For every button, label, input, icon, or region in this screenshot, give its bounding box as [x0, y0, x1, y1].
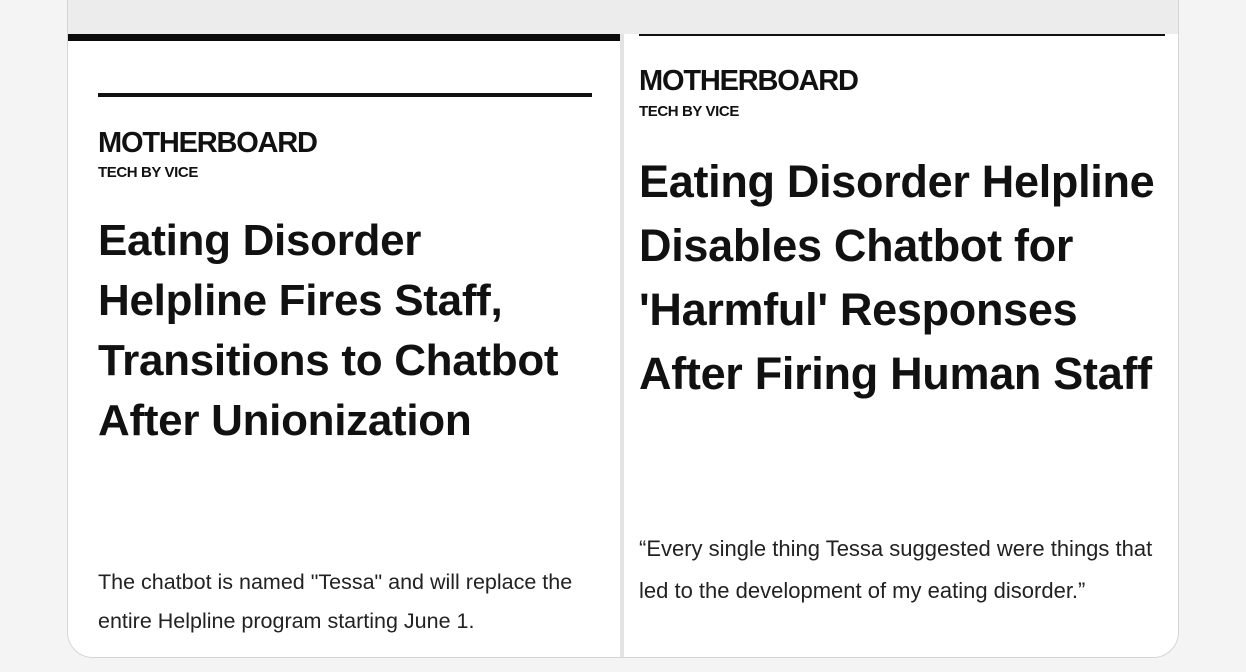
- motherboard-logo: MOTHERBOARD: [98, 127, 317, 159]
- article-headline: Eating Disorder Helpline Fires Staff, Transitions to Chatbot After Unionization: [98, 216, 559, 445]
- left-article-screenshot[interactable]: [68, 34, 620, 658]
- brand-tagline: TECH BY VICE: [639, 103, 739, 120]
- image-card[interactable]: [67, 0, 1179, 658]
- right-article-screenshot[interactable]: [624, 34, 1178, 658]
- article-quote: “Every single thing Tessa suggested were things that led to the development of my eating disorder.”: [639, 536, 1153, 603]
- header-rule: [639, 34, 1165, 36]
- article-headline: Eating Disorder Helpline Disables Chatbot for 'Harmful' Responses After Firing Human Staff: [639, 156, 1155, 399]
- motherboard-logo: MOTHERBOARD: [639, 65, 858, 97]
- header-rule: [98, 93, 592, 97]
- card-top-strip: [68, 0, 1178, 34]
- brand-tagline: TECH BY VICE: [98, 164, 198, 181]
- article-summary: The chatbot is named "Tessa" and will replace the entire Helpline program starting June 1.: [98, 570, 573, 633]
